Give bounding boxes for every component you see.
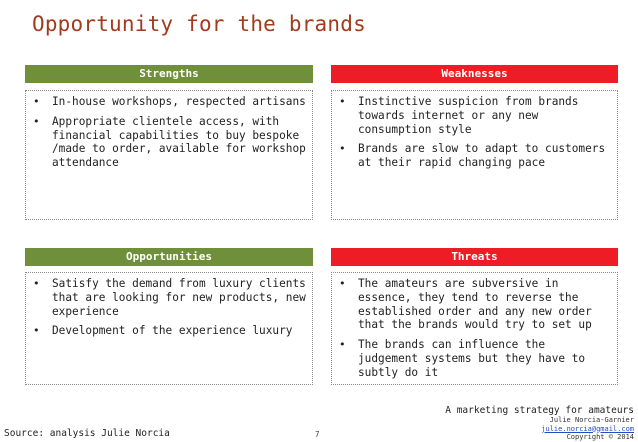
strengths-list bbox=[32, 95, 306, 170]
source-note: Source: analysis Julie Norcia bbox=[4, 428, 170, 439]
bullet-icon: • bbox=[33, 277, 40, 290]
strengths-box bbox=[25, 90, 313, 220]
list-item: • In-house workshops, respected artisans bbox=[33, 95, 306, 108]
author-email-link[interactable]: julie.norcia@gmail.com bbox=[541, 424, 634, 433]
bullet-icon: • bbox=[33, 114, 40, 128]
threats-header: Threats bbox=[331, 248, 618, 266]
bullet-icon: • bbox=[33, 95, 40, 108]
bullet-icon: • bbox=[339, 142, 346, 156]
bullet-icon: • bbox=[339, 277, 346, 290]
opportunities-box bbox=[25, 272, 313, 385]
strategy-title: A marketing strategy for amateurs bbox=[445, 405, 634, 416]
page-number: 7 bbox=[315, 430, 320, 439]
list-item: • Brands are slow to adapt to customers at their rapid changing pace bbox=[339, 142, 606, 170]
weaknesses-header: Weaknesses bbox=[331, 65, 618, 83]
copyright: Copyright © 2014 bbox=[566, 433, 634, 441]
list-item: • Appropriate clientele access, with financial capabilities to buy bespoke /made to order, available for workshop attendance bbox=[33, 114, 306, 170]
author-name: Julie Norcia-Garnier bbox=[549, 416, 634, 424]
bullet-icon: • bbox=[339, 95, 346, 108]
page-title: Opportunity for the brands bbox=[32, 12, 366, 36]
threats-box bbox=[331, 272, 618, 385]
opportunities-header: Opportunities bbox=[25, 248, 313, 266]
opportunities-list bbox=[32, 277, 306, 338]
threats-list bbox=[338, 277, 611, 380]
bullet-icon: • bbox=[33, 324, 40, 338]
strengths-header: Strengths bbox=[25, 65, 313, 83]
list-item: • The amateurs are subversive in essence, they tend to reverse the established order and any new order that the brands would try to set up bbox=[339, 277, 592, 332]
list-item: • Instinctive suspicion from brands towards internet or any new consumption style bbox=[339, 95, 579, 136]
list-item: • The brands can influence the judgement systems but they have to subtly do it bbox=[339, 338, 586, 379]
footer-credits bbox=[445, 405, 634, 442]
list-item: • Development of the experience luxury bbox=[33, 324, 293, 338]
weaknesses-box bbox=[331, 90, 618, 220]
list-item: • Satisfy the demand from luxury clients that are looking for new products, new experience bbox=[33, 277, 306, 318]
bullet-icon: • bbox=[339, 338, 346, 352]
weaknesses-list bbox=[338, 95, 611, 170]
